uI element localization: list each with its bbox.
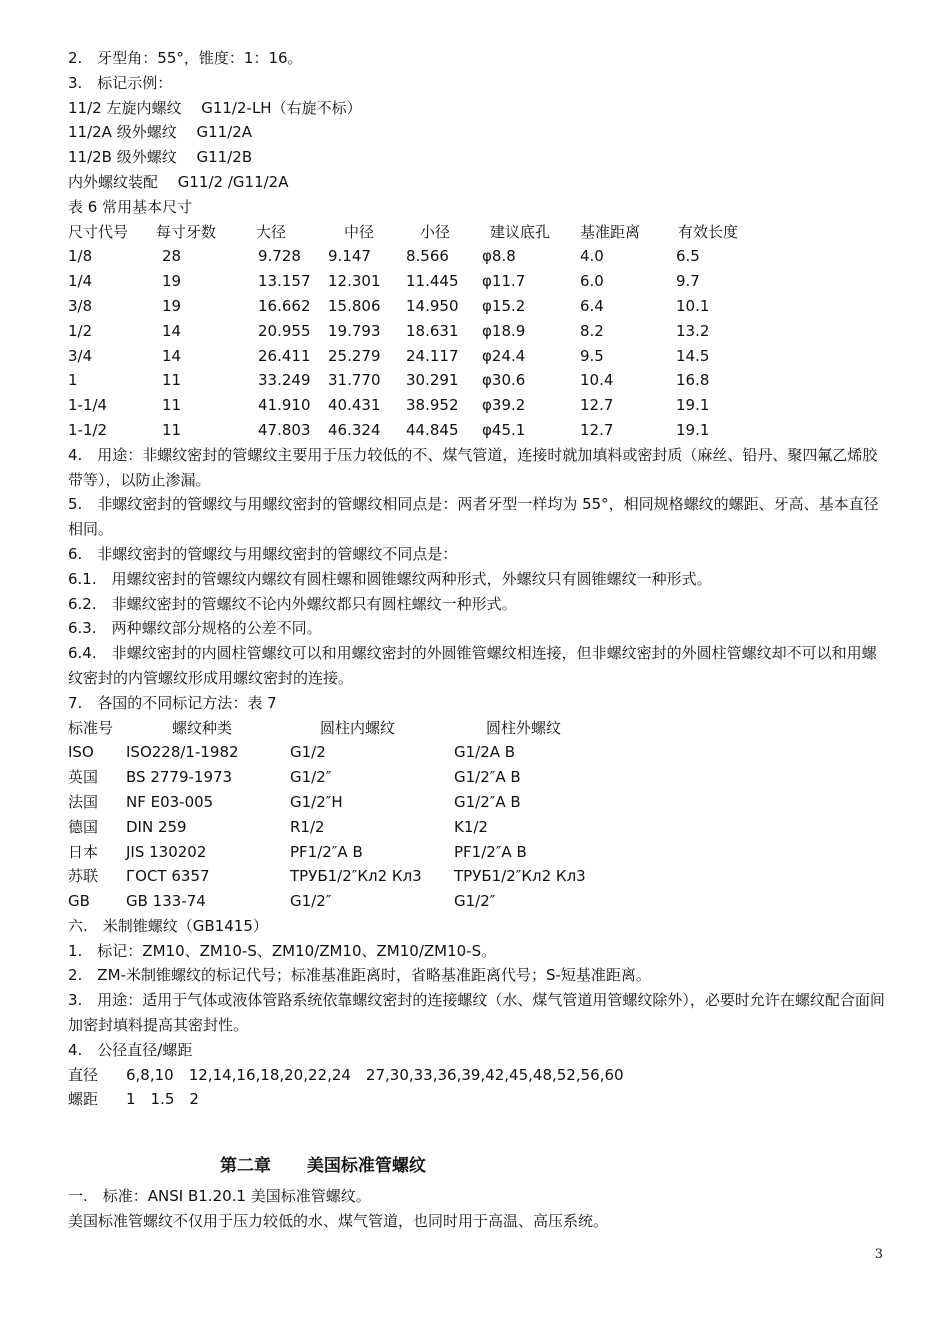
table-cell: 9.5 xyxy=(580,346,604,365)
chapter-heading xyxy=(68,1152,888,1180)
table-cell: 11 xyxy=(162,420,182,439)
table-cell: GB 133-74 xyxy=(126,892,206,911)
table-cell: φ18.9 xyxy=(482,321,526,340)
table-row xyxy=(68,418,888,443)
table-cell: φ24.4 xyxy=(482,346,526,365)
table-cell: 11 xyxy=(162,396,182,415)
text-line: 1. 标记：ZM10、ZM10-S、ZM10/ZM10、ZM10/ZM10-S。 xyxy=(68,941,497,960)
table-cell: 28 xyxy=(162,247,182,266)
table-cell: 19.1 xyxy=(676,396,710,415)
table-row xyxy=(68,740,888,765)
table-cell: 33.249 xyxy=(258,371,311,390)
table-row xyxy=(68,319,888,344)
header-cell: 每寸牙数 xyxy=(156,222,217,241)
table-row xyxy=(68,269,888,294)
table-cell: G1/2A B xyxy=(454,743,516,762)
chapter-title: 美国标准管螺纹 xyxy=(306,1156,426,1177)
header-cell: 小径 xyxy=(420,222,451,241)
table-cell: G1/2″ xyxy=(290,892,332,911)
table-cell: G1/2 xyxy=(290,743,326,762)
header-cell: 标准号 xyxy=(68,718,114,737)
table-row xyxy=(68,840,888,865)
table-cell: PF1/2″A B xyxy=(290,842,363,861)
header-cell: 大径 xyxy=(256,222,287,241)
standards-table-body xyxy=(68,740,888,914)
table-cell: 3/8 xyxy=(68,296,93,315)
table-cell: 40.431 xyxy=(328,396,381,415)
table-cell: 10.1 xyxy=(676,296,710,315)
text-line: 11/2A 级外螺纹 G11/2A xyxy=(68,123,253,142)
table-row xyxy=(68,889,888,914)
text-line: 2. ZM-米制锥螺纹的标记代号；标准基准距离时，省略基准距离代号；S-短基准距离。 xyxy=(68,966,651,985)
section-metric xyxy=(68,914,888,1112)
standards-table-header xyxy=(68,716,888,741)
table-cell: 10.4 xyxy=(580,371,614,390)
table-cell: ГОСТ 6357 xyxy=(126,867,210,886)
table-cell: 19 xyxy=(162,296,182,315)
table-cell: 12.301 xyxy=(328,272,381,291)
table-cell: 26.411 xyxy=(258,346,311,365)
table-cell: 9.147 xyxy=(328,247,371,266)
table-cell: G1/2″H xyxy=(290,792,343,811)
header-cell: 有效长度 xyxy=(678,222,739,241)
text-line: 一. 标准：ANSI B1.20.1 美国标准管螺纹。 xyxy=(68,1187,371,1206)
table-cell: 1/4 xyxy=(68,272,93,291)
table-cell: 19 xyxy=(162,272,182,291)
header-cell: 圆柱外螺纹 xyxy=(486,718,562,737)
table-cell: R1/2 xyxy=(290,817,325,836)
table-cell: 1-1/4 xyxy=(68,396,108,415)
page-number: 3 xyxy=(874,1247,883,1262)
table-cell: φ8.8 xyxy=(482,247,516,266)
table-cell: φ39.2 xyxy=(482,396,526,415)
section-middle xyxy=(68,443,888,716)
size-table-header xyxy=(68,220,888,245)
text-line: 美国标准管螺纹不仅用于压力较低的水、煤气管道，也同时用于高温、高压系统。 xyxy=(68,1212,609,1231)
diameter-label: 直径 xyxy=(68,1065,99,1084)
text-line: 6.1. 用螺纹密封的管螺纹内螺纹有圆柱螺和圆锥螺纹两种形式，外螺纹只有圆锥螺纹一种形式。 xyxy=(68,569,712,588)
table-cell: 6.4 xyxy=(580,296,604,315)
table-cell: 31.770 xyxy=(328,371,381,390)
table-cell: G1/2″A B xyxy=(454,768,521,787)
table-cell: 14.5 xyxy=(676,346,710,365)
diameter-row xyxy=(68,1063,888,1088)
text-line: 11/2 左旋内螺纹 G11/2-LH（右旋不标） xyxy=(68,98,362,117)
table-row xyxy=(68,790,888,815)
table-cell: φ11.7 xyxy=(482,272,526,291)
table-cell: 14.950 xyxy=(406,296,459,315)
table-cell: 19.1 xyxy=(676,420,710,439)
text-line: 4. 用途：非螺纹密封的管螺纹主要用于压力较低的不、煤气管道，连接时就加填料或密封质（麻丝、铅丹、聚四氟乙烯胶带等），以防止渗漏。 xyxy=(68,445,878,489)
table-cell: φ15.2 xyxy=(482,296,526,315)
header-cell: 基准距离 xyxy=(580,222,641,241)
table-cell: 德国 xyxy=(68,817,99,836)
table-cell: 9.728 xyxy=(258,247,301,266)
pitch-values: 1 1.5 2 xyxy=(126,1090,199,1109)
text-line: 5. 非螺纹密封的管螺纹与用螺纹密封的管螺纹相同点是：两者牙型一样均为 55°，相同规格螺纹的螺距、牙高、基本直径相同。 xyxy=(68,495,879,539)
text-line: 3. 用途：适用于气体或液体管路系统依靠螺纹密封的连接螺纹（水、煤气管道用管螺纹除外），必要时允许在螺纹配合面间加密封填料提高其密封性。 xyxy=(68,991,885,1035)
table-cell: 14 xyxy=(162,346,182,365)
table-cell: 6.5 xyxy=(676,247,700,266)
header-cell: 圆柱内螺纹 xyxy=(320,718,396,737)
table-row xyxy=(68,765,888,790)
table-caption: 表 6 常用基本尺寸 xyxy=(68,197,193,216)
table-cell: 1/8 xyxy=(68,247,93,266)
size-table-body xyxy=(68,244,888,442)
text-line: 6.4. 非螺纹密封的内圆柱管螺纹可以和用螺纹密封的外圆锥管螺纹相连接，但非螺纹密封的外圆柱管螺纹却不可以和用螺纹密封的内管螺纹形成用螺纹密封的连接。 xyxy=(68,644,877,687)
header-cell: 中径 xyxy=(344,222,375,241)
table-cell: 41.910 xyxy=(258,396,311,415)
table-cell: DIN 259 xyxy=(126,817,187,836)
text-line: 6.3. 两种螺纹部分规格的公差不同。 xyxy=(68,619,322,638)
table-cell: ТРУБ1/2″Кл2 Кл3 xyxy=(454,867,586,886)
header-cell: 螺纹种类 xyxy=(172,718,233,737)
document-page xyxy=(68,46,888,1234)
text-line: 3. 标记示例： xyxy=(68,73,173,92)
table-cell: 14 xyxy=(162,321,182,340)
table-row xyxy=(68,368,888,393)
table-caption: 7. 各国的不同标记方法：表 7 xyxy=(68,693,277,712)
text-line: 6.2. 非螺纹密封的管螺纹不论内外螺纹都只有圆柱螺纹一种形式。 xyxy=(68,594,517,613)
standards-table xyxy=(68,716,888,914)
table-cell: 1-1/2 xyxy=(68,420,108,439)
text-line: 11/2B 级外螺纹 G11/2B xyxy=(68,148,253,167)
table-cell: 英国 xyxy=(68,768,99,787)
table-cell: 3/4 xyxy=(68,346,93,365)
text-line: 内外螺纹装配 G11/2 /G11/2A xyxy=(68,172,289,191)
text-line: 4. 公径直径/螺距 xyxy=(68,1040,193,1059)
table-cell: 18.631 xyxy=(406,321,459,340)
section-heading: 六. 米制锥螺纹（GB1415） xyxy=(68,916,268,935)
table-cell: 44.845 xyxy=(406,420,459,439)
table-row xyxy=(68,294,888,319)
table-cell: G1/2″A B xyxy=(454,792,521,811)
table-cell: 38.952 xyxy=(406,396,459,415)
table-cell: φ45.1 xyxy=(482,420,526,439)
diameter-values: 6,8,10 12,14,16,18,20,22,24 27,30,33,36,39,42,45,48,52,56,60 xyxy=(126,1065,624,1084)
text-line: 6. 非螺纹密封的管螺纹与用螺纹密封的管螺纹不同点是： xyxy=(68,544,458,563)
table-cell: NF E03-005 xyxy=(126,792,214,811)
table-cell: 8.2 xyxy=(580,321,604,340)
table-cell: 9.7 xyxy=(676,272,700,291)
table-cell: G1/2″ xyxy=(454,892,496,911)
table-cell: 16.662 xyxy=(258,296,311,315)
table-cell: φ30.6 xyxy=(482,371,526,390)
table-cell: K1/2 xyxy=(454,817,488,836)
text-line: 2. 牙型角：55°，锥度：1：16。 xyxy=(68,49,303,67)
header-cell: 建议底孔 xyxy=(490,222,551,241)
table-cell: 30.291 xyxy=(406,371,459,390)
section-top xyxy=(68,46,888,220)
table-cell: 46.324 xyxy=(328,420,381,439)
table-cell: 15.806 xyxy=(328,296,381,315)
table-row xyxy=(68,344,888,369)
table-cell: 47.803 xyxy=(258,420,311,439)
table-cell: 日本 xyxy=(68,842,99,861)
table-cell: 苏联 xyxy=(68,867,99,886)
table-cell: 1/2 xyxy=(68,321,93,340)
table-cell: 16.8 xyxy=(676,371,710,390)
table-cell: 12.7 xyxy=(580,396,614,415)
table-cell: 12.7 xyxy=(580,420,614,439)
table-cell: PF1/2″A B xyxy=(454,842,527,861)
table-cell: 25.279 xyxy=(328,346,381,365)
table-cell: 11 xyxy=(162,371,182,390)
chapter-number: 第二章 xyxy=(220,1156,271,1177)
table-cell: 6.0 xyxy=(580,272,604,291)
table-cell: ТРУБ1/2″Кл2 Кл3 xyxy=(290,867,422,886)
table-cell: 13.157 xyxy=(258,272,311,291)
table-cell: BS 2779-1973 xyxy=(126,768,233,787)
table-cell: 13.2 xyxy=(676,321,710,340)
table-cell: ISO xyxy=(68,743,94,762)
table-cell: 1 xyxy=(68,371,78,390)
table-row xyxy=(68,244,888,269)
table-cell: 24.117 xyxy=(406,346,459,365)
header-cell: 尺寸代号 xyxy=(68,222,129,241)
table-cell: 8.566 xyxy=(406,247,449,266)
table-cell: JIS 130202 xyxy=(126,842,207,861)
table-cell: 4.0 xyxy=(580,247,604,266)
table-row xyxy=(68,864,888,889)
table-cell: 20.955 xyxy=(258,321,311,340)
table-cell: 11.445 xyxy=(406,272,459,291)
table-cell: G1/2″ xyxy=(290,768,332,787)
pitch-label: 螺距 xyxy=(68,1090,99,1109)
table-row xyxy=(68,393,888,418)
table-cell: GB xyxy=(68,892,90,911)
table-cell: 法国 xyxy=(68,792,99,811)
pitch-row xyxy=(68,1087,888,1112)
table-cell: ISO228/1-1982 xyxy=(126,743,239,762)
table-row xyxy=(68,815,888,840)
section-bottom xyxy=(68,1184,888,1234)
size-table xyxy=(68,220,888,443)
table-cell: 19.793 xyxy=(328,321,381,340)
